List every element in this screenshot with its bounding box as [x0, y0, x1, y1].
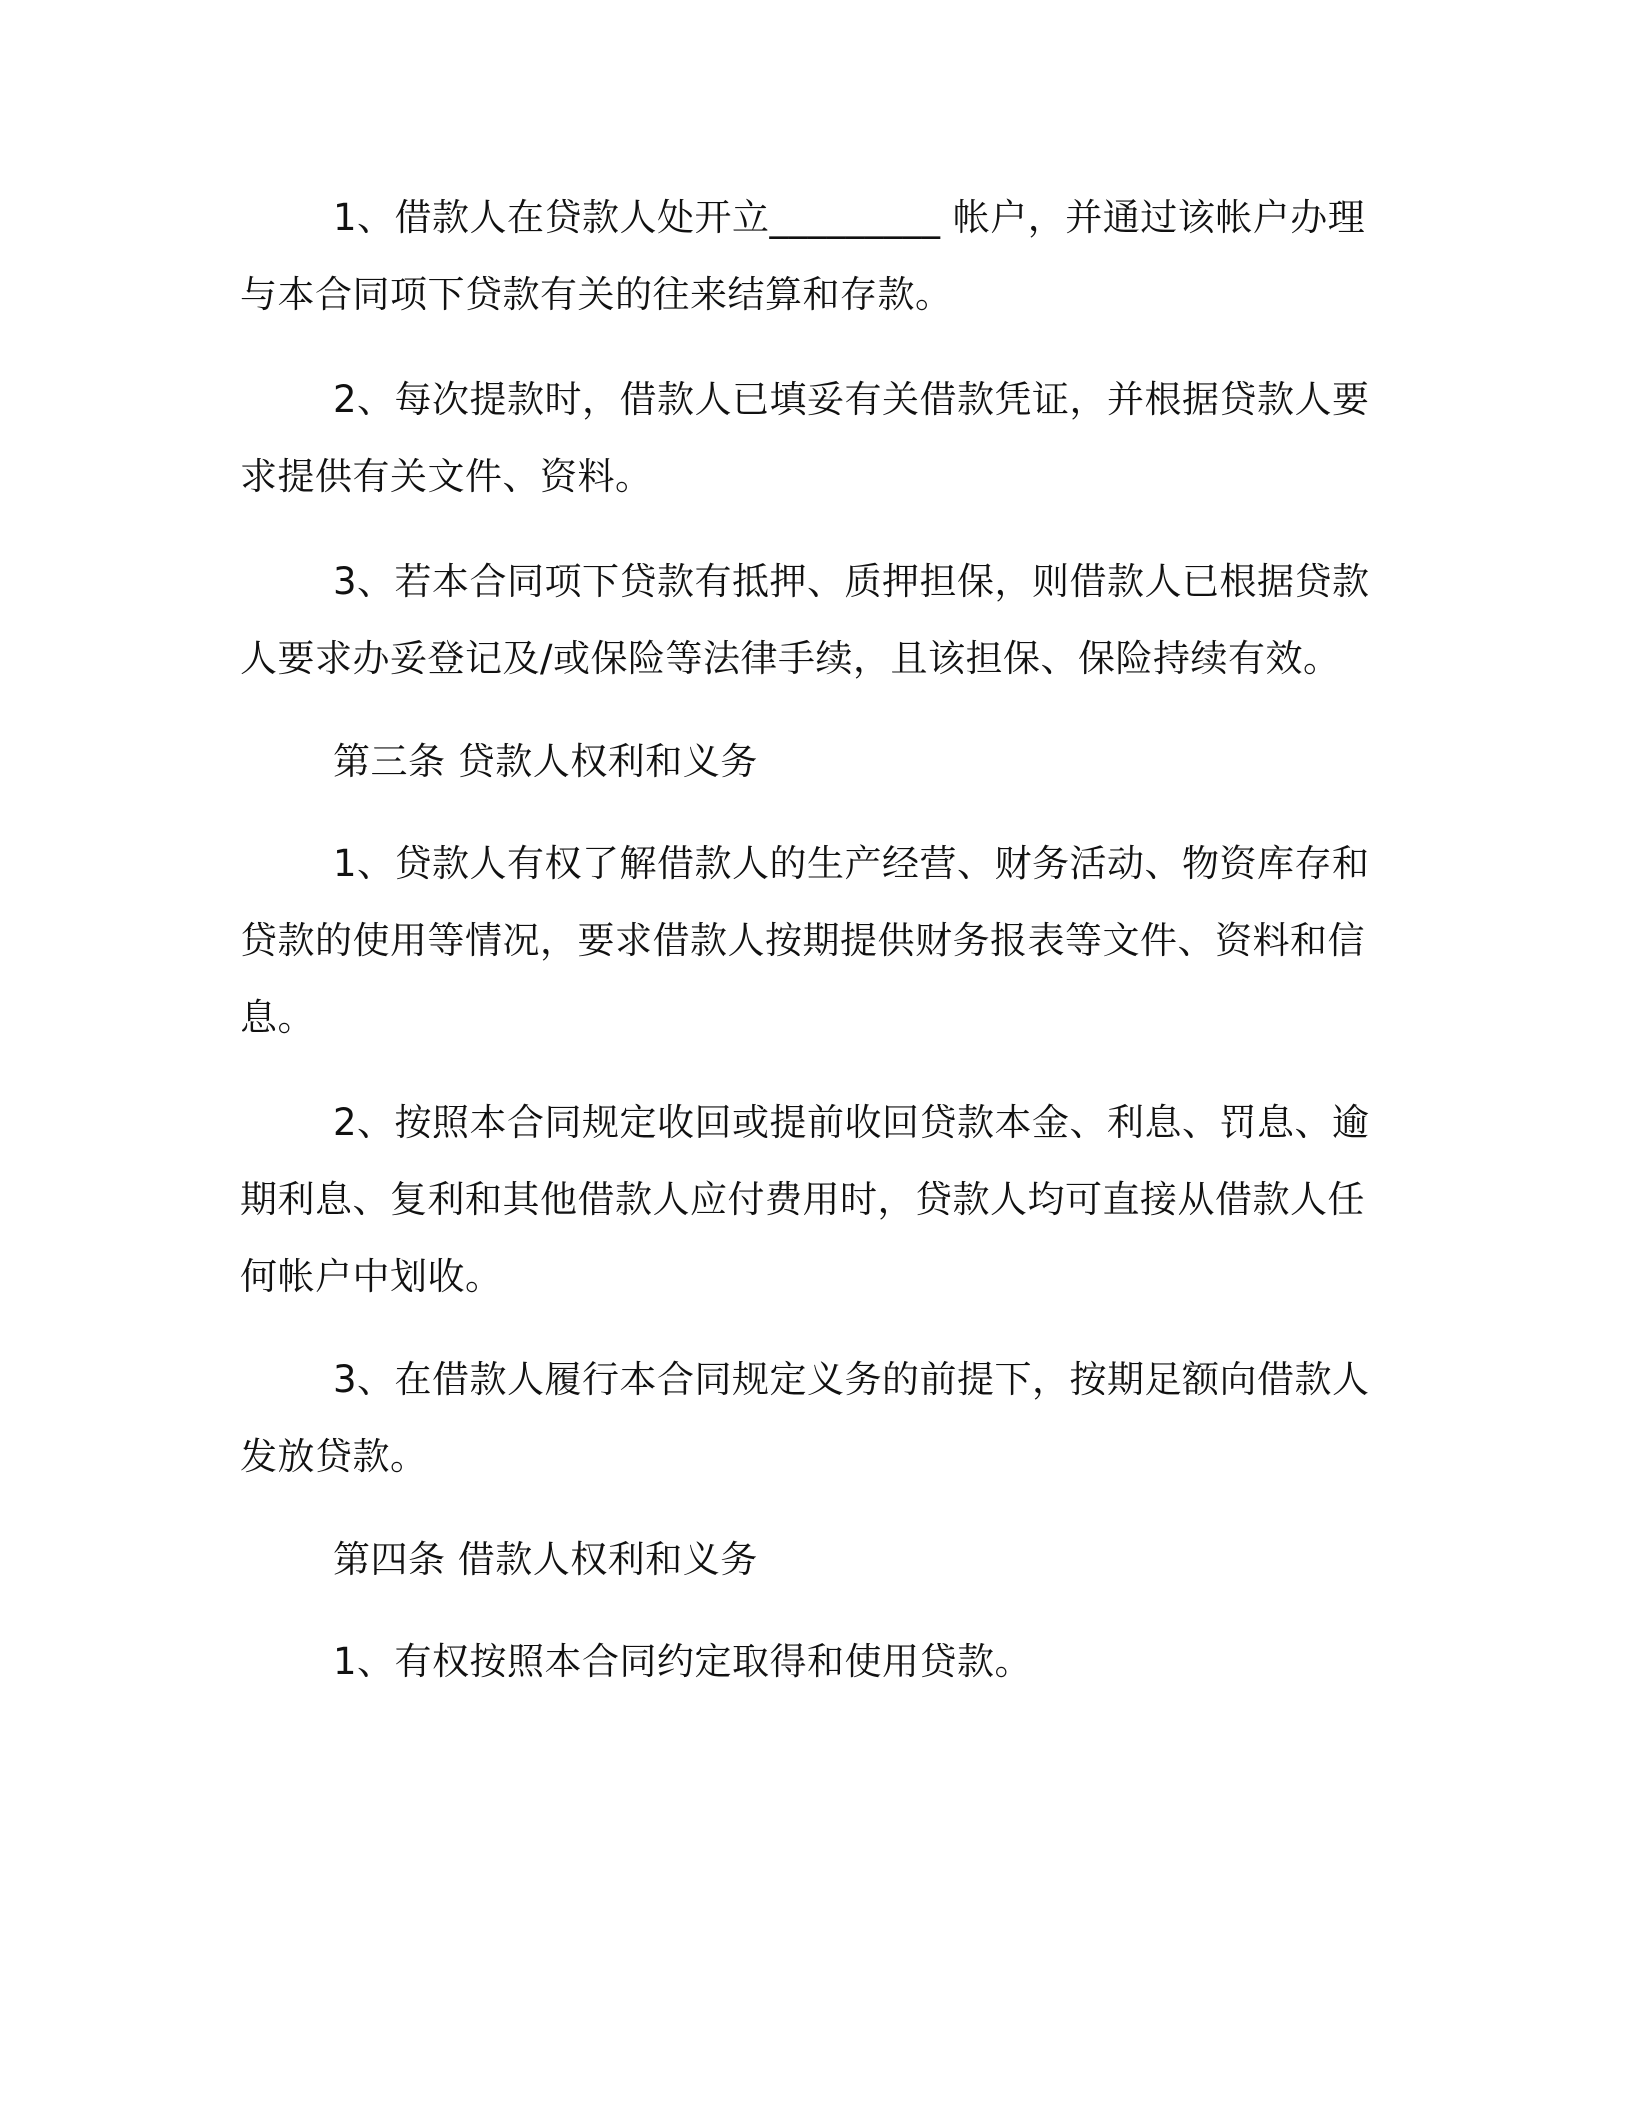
para-4-line-2: 贷款的使用等情况，要求借款人按期提供财务报表等文件、资料和信	[240, 919, 1365, 962]
para-1-line-2: 与本合同项下贷款有关的往来结算和存款。	[240, 273, 953, 316]
para-3-line-2: 人要求办妥登记及/或保险等法律手续，且该担保、保险持续有效。	[240, 637, 1341, 680]
para-4-line-1: 1、贷款人有权了解借款人的生产经营、财务活动、物资库存和	[333, 842, 1370, 885]
para-7-line-1: 1、有权按照本合同约定取得和使用贷款。	[333, 1640, 1033, 1683]
para-5-line-3: 何帐户中划收。	[240, 1255, 503, 1298]
para-2-line-2: 求提供有关文件、资料。	[240, 455, 653, 498]
para-5-line-2: 期利息、复利和其他借款人应付费用时，贷款人均可直接从借款人任	[240, 1178, 1365, 1221]
article-3-heading: 第三条 贷款人权利和义务	[333, 740, 758, 783]
para-6-line-2: 发放贷款。	[240, 1435, 428, 1478]
para-2-line-1: 2、每次提款时，借款人已填妥有关借款凭证，并根据贷款人要	[333, 378, 1370, 421]
article-4-heading: 第四条 借款人权利和义务	[333, 1538, 758, 1581]
para-6-line-1: 3、在借款人履行本合同规定义务的前提下，按期足额向借款人	[333, 1358, 1370, 1401]
para-5-line-1: 2、按照本合同规定收回或提前收回贷款本金、利息、罚息、逾	[333, 1101, 1370, 1144]
para-1-line-1: 1、借款人在贷款人处开立_________ 帐户，并通过该帐户办理	[333, 196, 1366, 239]
para-3-line-1: 3、若本合同项下贷款有抵押、质押担保，则借款人已根据贷款	[333, 560, 1370, 603]
para-4-line-3: 息。	[240, 996, 315, 1039]
